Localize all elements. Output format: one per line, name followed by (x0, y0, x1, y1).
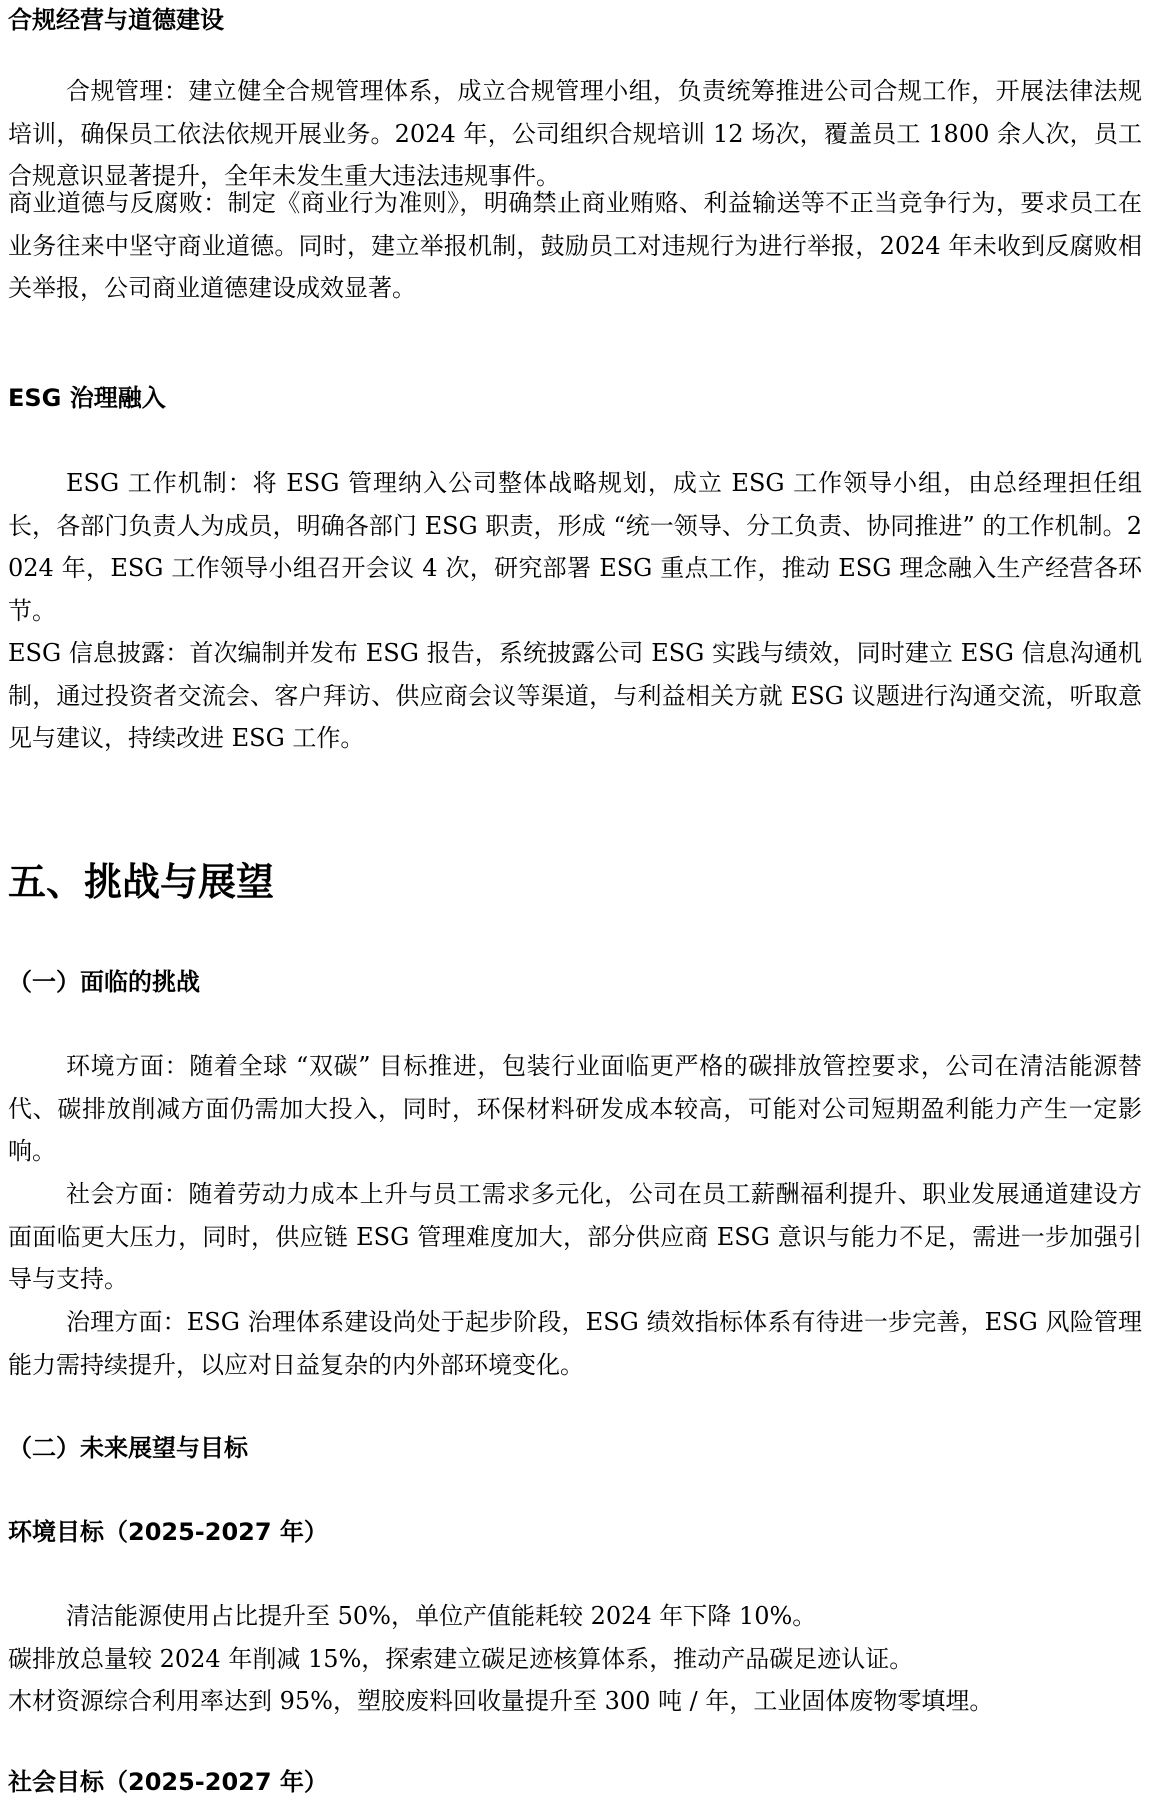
paragraph-challenge-governance: 治理方面：ESG 治理体系建设尚处于起步阶段，ESG 绩效指标体系有待进一步完善，ESG 风险管理能力需持续提升，以应对日益复杂的内外部环境变化。 (8, 1308, 1142, 1379)
paragraph-compliance-management: 合规管理：建立健全合规管理体系，成立合规管理小组，负责统筹推进公司合规工作，开展法律法规培训，确保员工依法依规开展业务。2024 年，公司组织合规培训 12 场次，覆盖员工 1800 余人次，员工合规意识显著提升，全年未发生重大违法违规事件。 (8, 77, 1142, 190)
section-heading-esg-governance: ESG 治理融入 (8, 384, 166, 412)
subsection-heading-challenges: （一）面临的挑战 (8, 968, 200, 996)
section-heading-compliance: 合规经营与道德建设 (8, 6, 224, 34)
paragraph-challenge-environment: 环境方面：随着全球 “双碳” 目标推进，包装行业面临更严格的碳排放管控要求，公司在清洁能源替代、碳排放削减方面仍需加大投入，同时，环保材料研发成本较高，可能对公司短期盈利能力产生一定影响。 (8, 1052, 1142, 1165)
goal-heading-environment: 环境目标（2025-2027 年） (8, 1518, 328, 1546)
paragraph-business-ethics: 商业道德与反腐败：制定《商业行为准则》，明确禁止商业贿赂、利益输送等不正当竞争行为，要求员工在业务往来中坚守商业道德。同时，建立举报机制，鼓励员工对违规行为进行举报，2024 年未收到反腐败相关举报，公司商业道德建设成效显著。 (8, 189, 1142, 302)
list-item-env-goal: 木材资源综合利用率达到 95%，塑胶废料回收量提升至 300 吨 / 年，工业固体废物零填埋。 (8, 1687, 994, 1715)
subsection-heading-goals: （二）未来展望与目标 (8, 1434, 248, 1462)
paragraph-challenge-social: 社会方面：随着劳动力成本上升与员工需求多元化，公司在员工薪酬福利提升、职业发展通道建设方面面临更大压力，同时，供应链 ESG 管理难度加大，部分供应商 ESG 意识与能力不足，需进一步加强引导与支持。 (8, 1180, 1142, 1293)
paragraph-esg-mechanism: ESG 工作机制：将 ESG 管理纳入公司整体战略规划，成立 ESG 工作领导小组，由总经理担任组长，各部门负责人为成员，明确各部门 ESG 职责，形成 “统一领导、分工负责、协同推进” 的工作机制。2024 年，ESG 工作领导小组召开会议 4 次，研究部署 ESG 重点工作，推动 ESG 理念融入生产经营各环节。 (8, 469, 1142, 625)
paragraph-esg-disclosure: ESG 信息披露：首次编制并发布 ESG 报告，系统披露公司 ESG 实践与绩效，同时建立 ESG 信息沟通机制，通过投资者交流会、客户拜访、供应商会议等渠道，与利益相关方就 ESG 议题进行沟通交流，听取意见与建议，持续改进 ESG 工作。 (8, 639, 1142, 752)
goal-heading-social: 社会目标（2025-2027 年） (8, 1768, 328, 1796)
list-item-env-goal: 碳排放总量较 2024 年削减 15%，探索建立碳足迹核算体系，推动产品碳足迹认证。 (8, 1645, 914, 1673)
chapter-heading-challenges-outlook: 五、挑战与展望 (8, 860, 275, 904)
list-item-env-goal: 清洁能源使用占比提升至 50%，单位产值能耗较 2024 年下降 10%。 (66, 1602, 817, 1630)
